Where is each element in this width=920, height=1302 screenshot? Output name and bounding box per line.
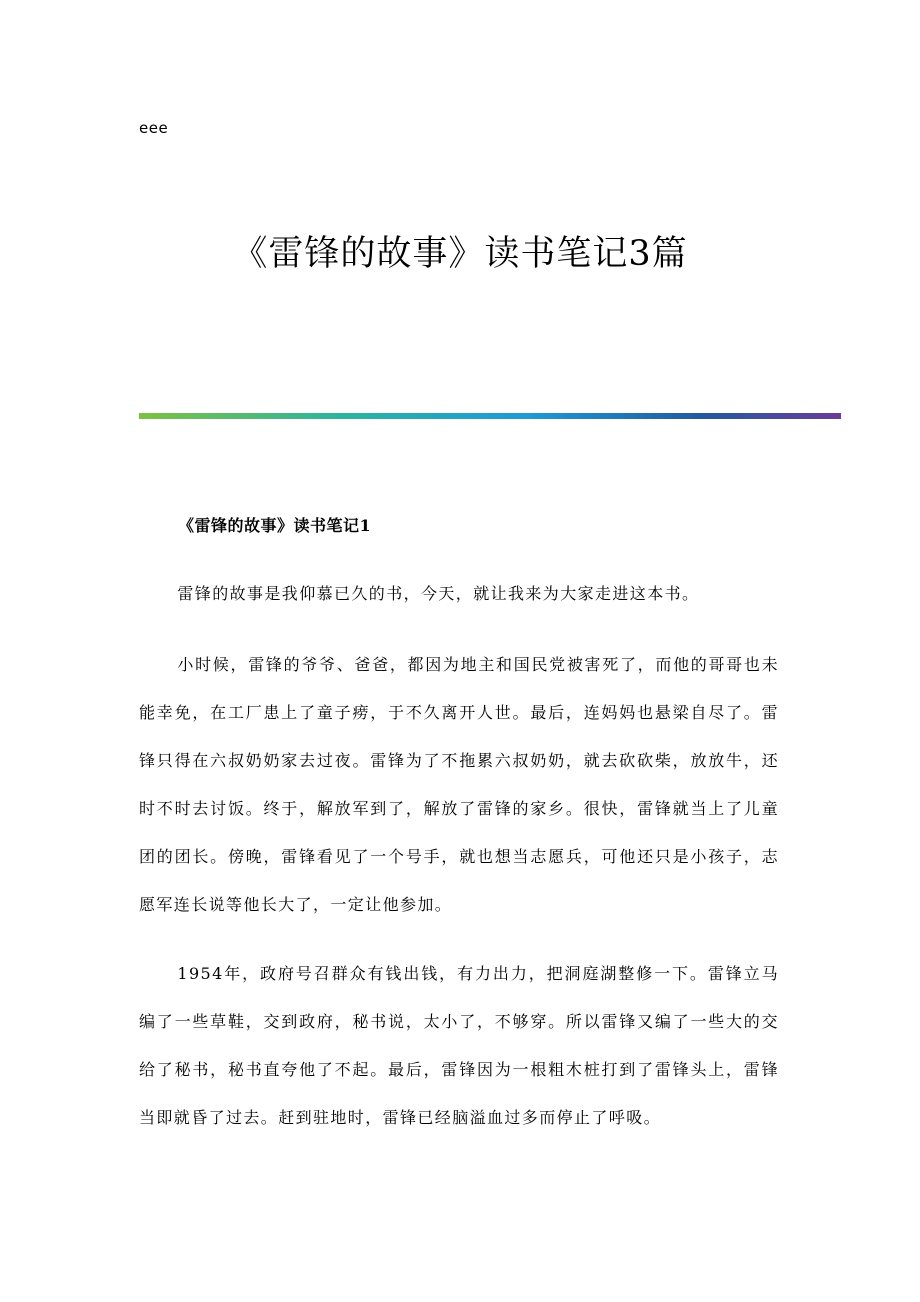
paragraph-2: 小时候，雷锋的爷爷、爸爸，都因为地主和国民党被害死了，而他的哥哥也未能幸免，在工厂患上了童子痨，于不久离开人世。最后，连妈妈也悬梁自尽了。雷锋只得在六叔奶奶家去过夜。雷锋为了不拖累六叔奶奶，就去砍砍柴，放放牛，还时不时去讨饭。终于，解放军到了，解放了雷锋的家乡。很快，雷锋就当上了儿童团的团长。傍晚，雷锋看见了一个号手，就也想当志愿兵，可他还只是小孩子，志愿军连长说等他长大了，一定让他参加。	[139, 655, 779, 914]
header-mark: eee	[139, 119, 169, 137]
paragraph-3: 1954年，政府号召群众有钱出钱，有力出力，把洞庭湖整修一下。雷锋立马编了一些草鞋，交到政府，秘书说，太小了，不够穿。所以雷锋又编了一些大的交给了秘书，秘书直夸他了不起。最后，雷锋因为一根粗木桩打到了雷锋头上，雷锋当即就昏了过去。赶到驻地时，雷锋已经脑溢血过多而停止了呼吸。	[139, 964, 779, 1127]
paragraph-1: 雷锋的故事是我仰慕已久的书，今天，就让我来为大家走进这本书。	[177, 584, 700, 603]
section-heading: 《雷锋的故事》读书笔记1	[178, 516, 372, 535]
document-title: 《雷锋的故事》读书笔记3篇	[232, 234, 688, 274]
title-divider	[139, 413, 841, 419]
